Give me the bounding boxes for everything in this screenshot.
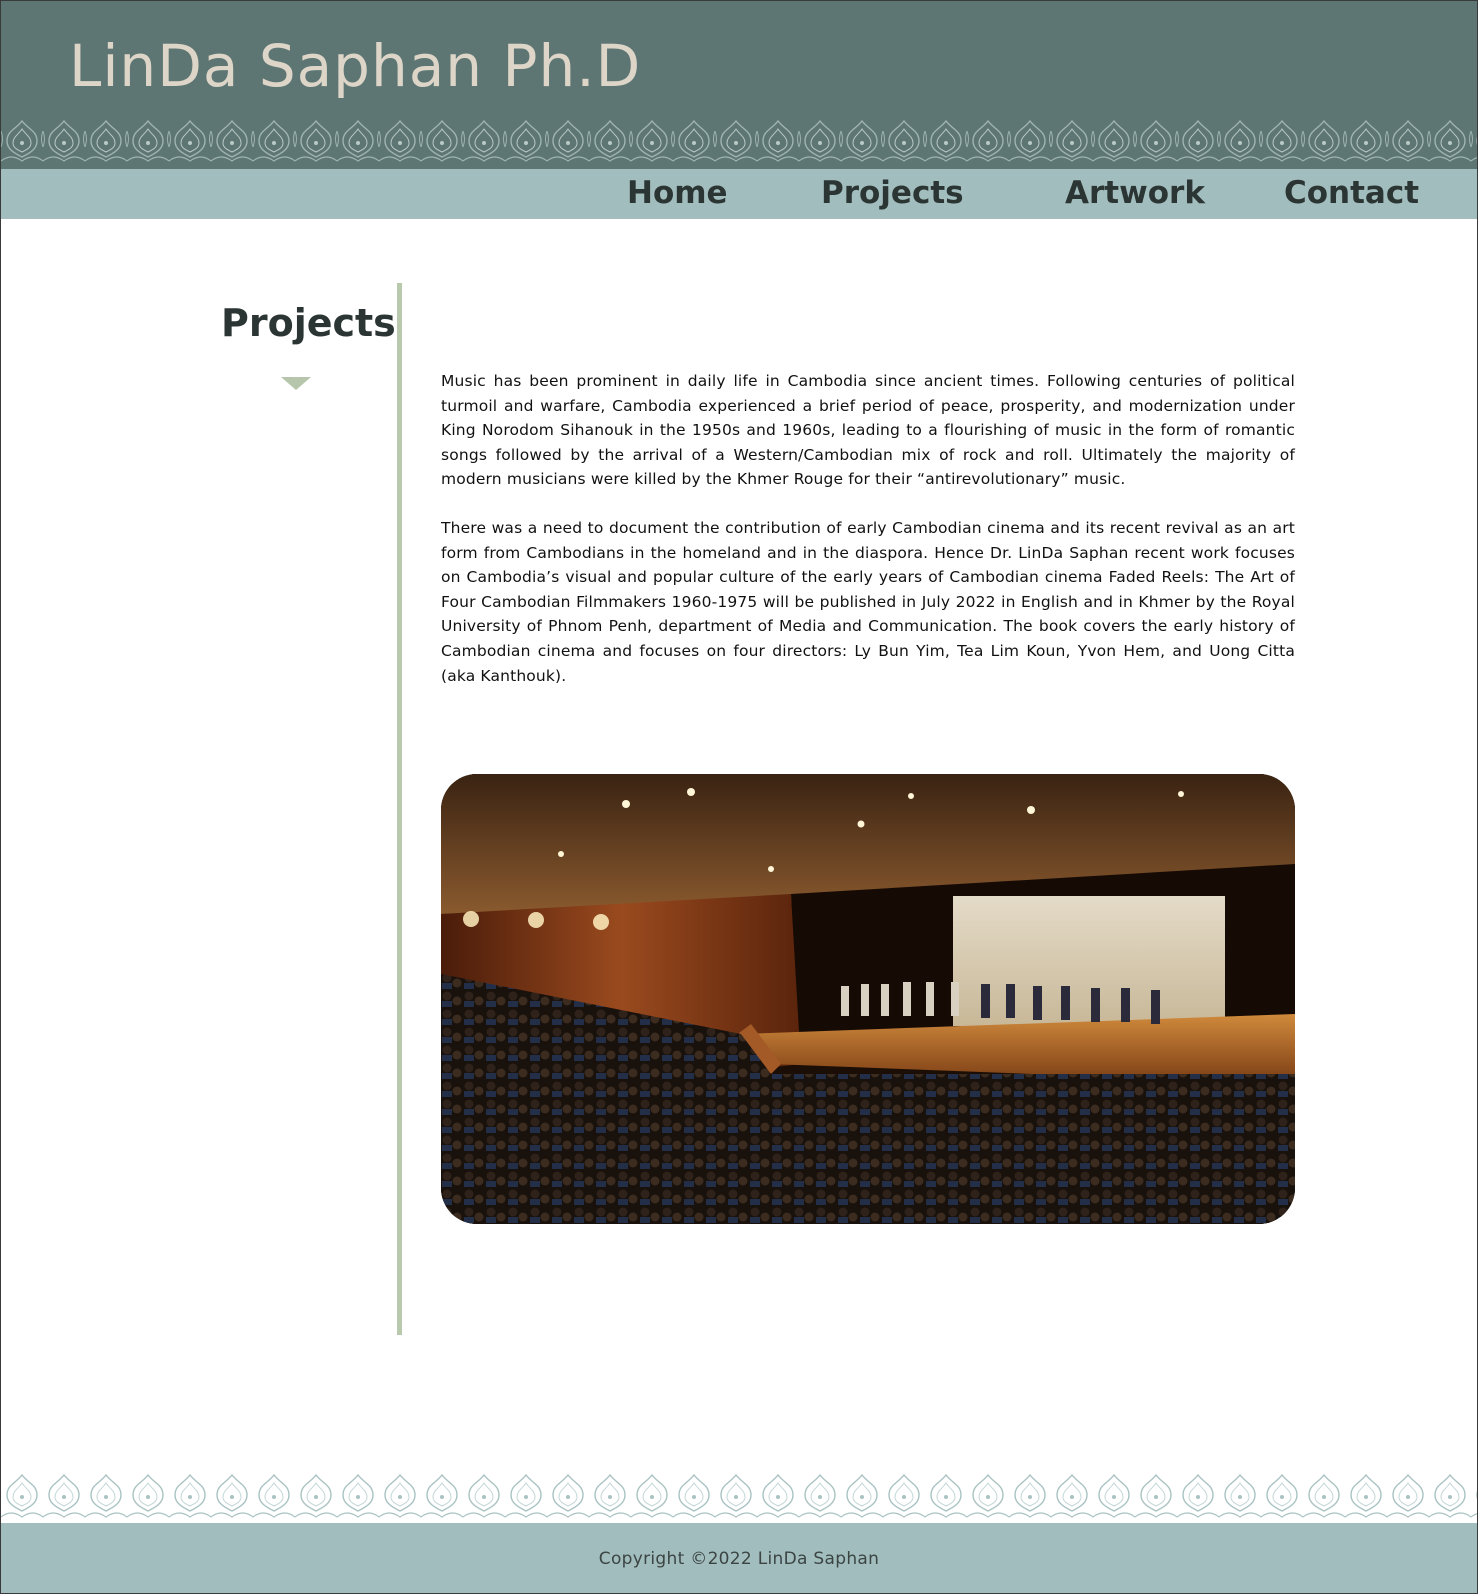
nav-artwork[interactable]: Artwork: [1065, 175, 1205, 211]
copyright-text: Copyright ©2022 LinDa Saphan: [598, 1549, 880, 1569]
cinema-paragraph: There was a need to document the contribution of early Cambodian cinema and its recent revival as an art form from Cambodians in the homeland and in the diaspora. Hence Dr. LinDa Saphan recent work focuses on Cambodia’s visual and popular culture of the early years of Cambodian cinema Faded Reels: The Art of Four Cambodian Filmmakers 1960-1975 will be published in July 2022 in English and in Khmer by the Royal University of Phnom Penh, department of Media and Communication. The book covers the early history of Cambodian cinema and focuses on four directors: Ly Bun Yim, Tea Lim Koun, Yvon Hem, and Uong Citta (aka Kanthouk).: [441, 518, 1295, 685]
nav-projects[interactable]: Projects: [821, 175, 964, 211]
chevron-down-icon: [281, 377, 311, 390]
vertical-divider: [397, 283, 402, 1335]
cinema-event-photo: [441, 774, 1295, 1224]
intro-paragraph: Music has been prominent in daily life in Cambodia since ancient times. Following centuries of political turmoil and warfare, Cambodia experienced a brief period of peace, prosperity, and modernization under King Norodom Sihanouk in the 1950s and 1960s, leading to a flourishing of music in the form of romantic songs followed by the arrival of a Western/Cambodian mix of rock and roll. Ultimately the majority of modern musicians were killed by the Khmer Rouge for their “antirevolutionary” music.: [441, 372, 1295, 489]
site-title[interactable]: LinDa Saphan Ph.D: [69, 32, 642, 100]
footer-ornament-band: [1, 1469, 1477, 1521]
main-content: [441, 369, 1295, 712]
main-nav: [1, 169, 1477, 219]
header-ornament-band: [1, 117, 1477, 169]
nav-contact[interactable]: Contact: [1284, 175, 1420, 211]
nav-home[interactable]: Home: [627, 175, 728, 211]
site-footer: [1, 1523, 1477, 1594]
page-title: Projects: [221, 301, 396, 345]
